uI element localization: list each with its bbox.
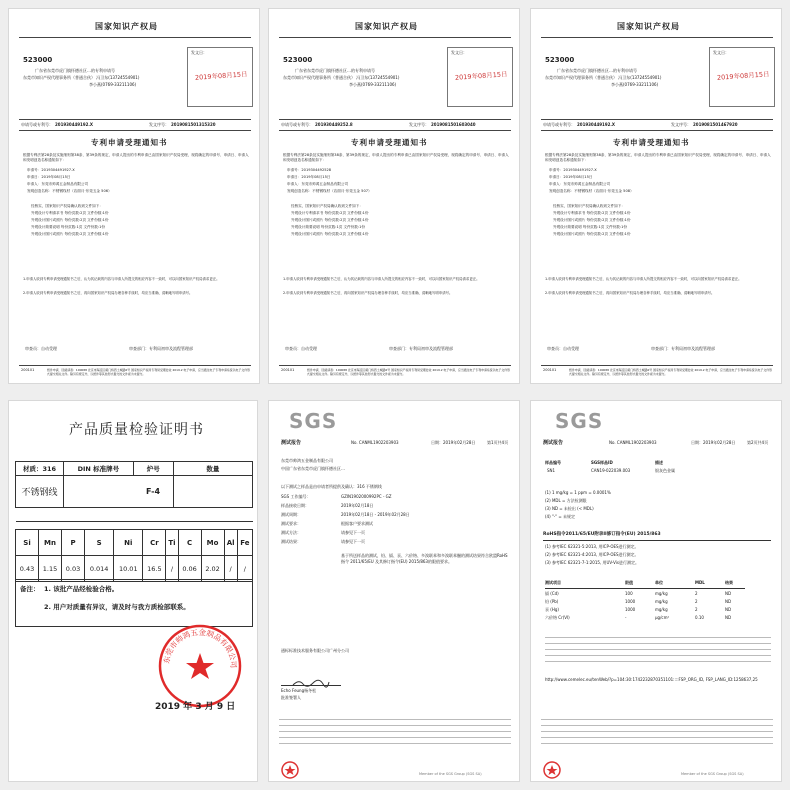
notice-line: 经核实，国家知识产权局确认收到文件如下： <box>291 204 363 208</box>
quantity-label-cell: 数量 <box>173 462 252 476</box>
patent-notice-3 <box>530 8 782 384</box>
app-no: 201930449192.X <box>577 122 616 127</box>
field-value: GZIN1902000992PC - GZ <box>341 494 392 499</box>
review-dept: 审查部门：专利局初审及流程管理部 <box>389 346 453 351</box>
sample-id-header: SGS样品ID <box>591 460 613 465</box>
footer-instructions: 纸件申请，回函请寄：100088 北京市海淀区蓟门桥西土城路6号 国家知识产权局专利局受理处收 2019.2 电子申请，应当通过电子专利申请系统以电子文件形式提交相关文件。除另有规定外，以纸件等其他形式提交的文件视为未提交。 <box>569 368 772 376</box>
notice-line: 经核实，国家知识产权局确认收到文件如下： <box>553 204 625 208</box>
standard-cell: DIN 标准牌号 <box>64 462 134 476</box>
signer-title: 批准签署人 <box>281 695 301 700</box>
result-header: 限值 <box>625 580 633 585</box>
sgs-footer: Member of the SGS Group (SGS SA) <box>681 772 744 776</box>
patent-notice-1 <box>8 8 260 384</box>
notice-line: 外观设计图片或照片 每份页数:2页 文件份数:1份 <box>291 218 369 222</box>
sample-description: 银灰色金属 <box>655 468 675 473</box>
method-item: (1) 参考IEC 62321-5:2013, 用ICP-OES进行测定。 <box>545 544 639 549</box>
company-seal <box>157 623 243 709</box>
result-cell: 0.10 <box>695 615 704 620</box>
doc-no: 2019081501603040 <box>431 122 476 127</box>
sgs-report-1 <box>268 400 520 782</box>
value-mo: 2.02 <box>201 556 224 582</box>
field-value: 根据客户要求测试 <box>341 521 373 526</box>
sgs-footer: Member of the SGS Group (SGS SA) <box>419 772 482 776</box>
value-c: 0.06 <box>178 556 201 582</box>
remark-1: 1. 该批产品经检验合格。 <box>44 585 119 593</box>
fawen-label: 发文日： <box>191 50 207 55</box>
doc-no-label: 发文序号： <box>149 122 169 127</box>
app-no: 201930449252.8 <box>315 122 353 127</box>
sample-id: CAN19-022039.003 <box>591 468 631 473</box>
element-ti: Ti <box>166 530 178 556</box>
report-title: 测试报告 <box>281 440 302 446</box>
legal-footnote <box>279 719 511 755</box>
notice-line: 外观设计图片或照片 每份页数:2页 文件份数:1份 <box>31 218 109 222</box>
notice-note-2: 2.申请人收到专利申请受理通知书之后，再向国家知识产权局办理各种手续时，均应当准确、清晰地写明申请号。 <box>545 291 715 295</box>
review-dept: 审查部门：专利局初审及流程管理部 <box>129 346 193 351</box>
notice-line: 申请人：东莞市帅鸿五金制品有限公司 <box>287 182 349 186</box>
notice-title: 专利申请受理通知书 <box>613 138 690 147</box>
app-no-label: 申请号或专利号： <box>543 122 575 127</box>
footer-code: 200101 <box>21 368 35 372</box>
postcode: 523000 <box>545 56 575 64</box>
addr-line-1: 广东省东莞市虎门镇怀德社区…的专利申请号 <box>295 68 375 73</box>
certificate-title: 产品质量检验证明书 <box>69 422 204 438</box>
intro-text: 以下测试之样品是由申请者所提供及确认：316 不锈钢线 <box>281 484 382 489</box>
value-s: 0.014 <box>85 556 114 582</box>
result-cell: 汞 (Hg) <box>545 607 559 612</box>
doc-no: 2019081501467920 <box>693 122 738 127</box>
element-s: S <box>85 530 114 556</box>
app-no-label: 申请号或专利号： <box>21 122 53 127</box>
notice-line: 申请日：2019年08月15日 <box>549 175 593 179</box>
notice-line: 申请人：东莞市帅鸿五金制品有限公司 <box>549 182 611 186</box>
app-no: 201930449192.X <box>55 122 94 127</box>
note-item: (1) 1 mg/kg = 1 ppm = 0.0001% <box>545 490 611 495</box>
reviewer: 审查员：自动受理 <box>547 346 579 351</box>
fawen-label: 发文日： <box>451 50 467 55</box>
result-cell: 2 <box>695 599 698 604</box>
element-mo: Mo <box>201 530 224 556</box>
notice-note-2: 2.申请人收到专利申请受理通知书之后，再向国家知识产权局办理各种手续时，均应当准确、清晰地写明申请号。 <box>23 291 193 295</box>
field-value: 2019年02月18日 - 2019年02月28日 <box>341 512 410 517</box>
note-item: (3) ND = 未检出 (< MDL) <box>545 506 594 511</box>
report-title: 测试报告 <box>543 440 564 446</box>
addr-line-1: 广东省东莞市虎门镇怀德社区…的专利申请号 <box>557 68 637 73</box>
result-cell: 镉 (Cd) <box>545 591 559 596</box>
office-header: 国家知识产权局 <box>617 22 680 31</box>
client-address: 中国广东省东莞市虎门镇怀德社区… <box>281 466 345 471</box>
notice-intro: 根据专利法第28条及实施细则第38条、第39条的规定，申请人提出的专利申请已由国家知识产权局受理，现将确定的申请号、申请日、申请人和发明创造名称通知如下： <box>545 153 771 163</box>
report-date: 日期：2019年02月28日 <box>431 440 476 445</box>
issue-date-stamp: 2019年08月15日 <box>194 70 248 82</box>
notice-line: 外观设计简要说明 每份页数:1页 文件份数:1份 <box>31 225 105 229</box>
sgs-seal <box>281 761 299 779</box>
footer-instructions: 纸件申请，回函请寄：100088 北京市海淀区蓟门桥西土城路6号 国家知识产权局专利局受理处收 2019.2 电子申请，应当通过电子专利申请系统以电子文件形式提交相关文件。除另有规定外，以纸件等其他形式提交的文件视为未提交。 <box>307 368 510 376</box>
notice-title: 专利申请受理通知书 <box>351 138 428 147</box>
svg-text:东莞市帅鸿五金制品有限公司: 东莞市帅鸿五金制品有限公司 <box>161 627 239 669</box>
footer-code: 200101 <box>543 368 557 372</box>
value-mn: 1.15 <box>39 556 62 582</box>
field-key: 测试周期： <box>281 512 301 517</box>
doc-no: 2019081501315320 <box>171 122 216 127</box>
signed-for: 通标标准技术服务有限公司广州分公司 <box>281 648 349 653</box>
report-page: 第2页共4页 <box>747 440 769 445</box>
addr-line-2: 东莞市知识产权代理事务所（普通合伙） 冯卫东(13724554901) <box>545 75 662 80</box>
note-item: (2) MDL = 方法检测限 <box>545 498 587 503</box>
result-cell: ND <box>725 599 732 604</box>
value-si: 0.43 <box>16 556 39 582</box>
addr-line-3: 李小燕(0769-33211106) <box>349 82 397 87</box>
result-header: 结果 <box>725 580 733 585</box>
report-no: No. CANML1902203903 <box>609 440 657 445</box>
element-si: Si <box>16 530 39 556</box>
notice-line: 申请日：2019年08月15日 <box>27 175 71 179</box>
field-value: 请参见下一页 <box>341 539 365 544</box>
element-al: Al <box>224 530 237 556</box>
footer-code: 200101 <box>281 368 295 372</box>
notice-line: 外观设计简要说明 每份页数:1页 文件份数:1份 <box>553 225 627 229</box>
field-key: SGS 工作编号： <box>281 494 311 499</box>
heat-label-cell: 炉号 <box>133 462 173 476</box>
field-key: 测试方法： <box>281 530 301 535</box>
review-dept: 审查部门：专利局初审及流程管理部 <box>651 346 715 351</box>
remarks-box <box>15 579 253 627</box>
result-cell: ND <box>725 591 732 596</box>
reviewer: 审查员：自动受理 <box>285 346 317 351</box>
element-cr: Cr <box>143 530 166 556</box>
material-cell: 材质：316 <box>16 462 64 476</box>
notice-line: 发明创造名称：不锈钢线材（店面月·东莞五金 508） <box>549 189 634 193</box>
sgs-seal <box>543 761 561 779</box>
result-cell: 1000 <box>625 607 636 612</box>
signer-name: Echo Feung杨冬松 <box>281 688 317 693</box>
result-cell: ND <box>725 607 732 612</box>
postcode: 523000 <box>23 56 53 64</box>
addr-line-3: 李小燕(0769-33211106) <box>611 82 659 87</box>
field-key: 测试结果： <box>281 539 301 544</box>
reference-link[interactable]: http://www.cemelec.eu/tenWeb/?p=104:30:1742232870351101::::FSP_ORG_ID, FSP_LANG_ID:1258637,25 <box>545 677 758 682</box>
field-value: 2019年02月18日 <box>341 503 374 508</box>
result-cell: mg/kg <box>655 599 668 604</box>
doc-no-label: 发文序号： <box>671 122 691 127</box>
value-al: / <box>224 556 237 582</box>
postcode: 523000 <box>283 56 313 64</box>
result-header: 测试项目 <box>545 580 561 585</box>
client-name: 东莞市帅鸿五金制品有限公司 <box>281 458 333 463</box>
spec-header-table <box>15 461 253 522</box>
notice-line: 发明创造名称：不锈钢线材（店面月·东莞五金 506） <box>27 189 112 193</box>
product-cell: 不锈钢线 <box>16 476 64 508</box>
element-p: P <box>62 530 85 556</box>
field-key: 测试要求： <box>281 521 301 526</box>
patent-notice-2 <box>268 8 520 384</box>
quality-certificate <box>8 400 258 782</box>
notice-line: 申请人：东莞市帅鸿五金制品有限公司 <box>27 182 89 186</box>
notice-line: 申请号：2019304492528 <box>287 168 332 172</box>
notice-title: 专利申请受理通知书 <box>91 138 168 147</box>
doc-no-label: 发文序号： <box>409 122 429 127</box>
result-cell: 铅 (Pb) <box>545 599 559 604</box>
result-cell: 1000 <box>625 599 636 604</box>
sgs-logo: SGS <box>289 409 338 433</box>
notice-line: 申请号：2019304491927.X <box>27 168 75 172</box>
field-key: 样品接收日期： <box>281 503 309 508</box>
note-item: (4) "-" = 未规定 <box>545 514 575 519</box>
report-date: 日期：2019年02月28日 <box>691 440 736 445</box>
notice-line: 外观设计图片或照片 每份页数:2页 文件份数:1份 <box>553 218 631 222</box>
notice-line: 外观设计图片或照片 每份页数:2页 文件份数:1份 <box>553 232 631 236</box>
notice-line: 申请号：2019304491927.X <box>549 168 597 172</box>
notice-note-1: 1.申请人收到专利申请受理通知书之后，认为其记载的内容与申请人所提交的相应内容不一致时，可以向国家知识产权局请求更正。 <box>23 277 220 281</box>
sgs-logo: SGS <box>555 409 604 433</box>
legal-footnote <box>541 719 773 755</box>
rohs-section-title: RoHS指令2011/65/EU附录II修订指令(EU) 2015/863 <box>543 532 661 537</box>
notice-line: 申请日：2019年08月15日 <box>287 175 331 179</box>
reviewer: 审查员：自动受理 <box>25 346 57 351</box>
value-ni: 10.01 <box>114 556 143 582</box>
addr-line-2: 东莞市知识产权代理事务所（普通合伙） 冯卫东(13724554901) <box>23 75 140 80</box>
sgs-report-2 <box>530 400 782 782</box>
notice-line: 外观设计简要说明 每份页数:1页 文件份数:1份 <box>291 225 365 229</box>
addr-line-3: 李小燕(0769-33211106) <box>89 82 137 87</box>
results-notes <box>545 637 771 673</box>
result-header: 单位 <box>655 580 663 585</box>
sample-no-header: 样品编号 <box>545 460 561 465</box>
result-cell: mg/kg <box>655 591 668 596</box>
value-p: 0.03 <box>62 556 85 582</box>
result-cell: μg/cm² <box>655 615 670 620</box>
composition-table <box>15 529 253 582</box>
element-fe: Fe <box>237 530 252 556</box>
result-cell: - <box>625 615 627 620</box>
result-cell: 六价铬 Cr(VI) <box>545 615 570 620</box>
notice-line: 外观设计图片或照片 每份页数:2页 文件份数:1份 <box>31 232 109 236</box>
value-cr: 16.5 <box>143 556 166 582</box>
signature-image <box>291 673 331 683</box>
notice-line: 经核实，国家知识产权局确认收到文件如下： <box>31 204 103 208</box>
notice-note-1: 1.申请人收到专利申请受理通知书之后，认为其记载的内容与申请人所提交的相应内容不一致时，可以向国家知识产权局请求更正。 <box>283 277 480 281</box>
remark-2: 2. 用户对质量有异议，请及时与我方质检部联系。 <box>44 603 190 611</box>
report-no: No. CANML1902203903 <box>351 440 399 445</box>
report-page: 第1页共4页 <box>487 440 509 445</box>
certificate-date: 2019 年 3 月 9 日 <box>155 702 236 712</box>
summary-text: 基于所送样品的测试，铅、镉、汞、六价铬、多溴联苯和多溴联苯醚的测试结果符合欧盟RoHS指令 2011/65/EU 及其修订指令(EU) 2015/863的限值要求。 <box>341 553 508 564</box>
field-value: 请参见下一页 <box>341 530 365 535</box>
heat-no-cell: F-4 <box>133 476 173 508</box>
result-cell: 2 <box>695 607 698 612</box>
notice-line: 外观设计图片或照片 每份页数:2页 文件份数:1份 <box>291 232 369 236</box>
notice-intro: 根据专利法第28条及实施细则第38条、第39条的规定，申请人提出的专利申请已由国家知识产权局受理，现将确定的申请号、申请日、申请人和发明创造名称通知如下： <box>283 153 509 163</box>
addr-line-1: 广东省东莞市虎门镇怀德社区…的专利申请号 <box>35 68 115 73</box>
addr-line-2: 东莞市知识产权代理事务所（普通合伙） 冯卫东(13724554901) <box>283 75 400 80</box>
issue-date-stamp: 2019年08月15日 <box>454 70 508 82</box>
value-fe: / <box>237 556 252 582</box>
office-header: 国家知识产权局 <box>95 22 158 31</box>
element-ni: Ni <box>114 530 143 556</box>
result-cell: ND <box>725 615 732 620</box>
notice-line: 外观设计专利请求书 每份页数:2页 文件份数:1份 <box>553 211 631 215</box>
method-item: (2) 参考IEC 62321-4:2013, 用ICP-OES进行测定。 <box>545 552 639 557</box>
method-item: (3) 参考IEC 62321-7-1:2015, 用UV-Vis进行测定。 <box>545 560 639 565</box>
footer-instructions: 纸件申请，回函请寄：100088 北京市海淀区蓟门桥西土城路6号 国家知识产权局专利局受理处收 2019.2 电子申请，应当通过电子专利申请系统以电子文件形式提交相关文件。除另有规定外，以纸件等其他形式提交的文件视为未提交。 <box>47 368 250 376</box>
element-mn: Mn <box>39 530 62 556</box>
office-header: 国家知识产权局 <box>355 22 418 31</box>
notice-note-2: 2.申请人收到专利申请受理通知书之后，再向国家知识产权局办理各种手续时，均应当准确、清晰地写明申请号。 <box>283 291 453 295</box>
remarks-label: 备注： <box>20 585 40 593</box>
element-c: C <box>178 530 201 556</box>
result-cell: mg/kg <box>655 607 668 612</box>
sample-no: SN1 <box>547 468 556 473</box>
notice-note-1: 1.申请人收到专利申请受理通知书之后，认为其记载的内容与申请人所提交的相应内容不一致时，可以向国家知识产权局请求更正。 <box>545 277 742 281</box>
result-cell: 2 <box>695 591 698 596</box>
app-no-label: 申请号或专利号： <box>281 122 313 127</box>
result-cell: 100 <box>625 591 633 596</box>
notice-line: 发明创造名称：不锈钢线材（店面月·东莞五金 507） <box>287 189 372 193</box>
issue-date-stamp: 2019年08月15日 <box>716 70 770 82</box>
result-header: MDL <box>695 580 705 585</box>
value-ti: / <box>166 556 178 582</box>
notice-intro: 根据专利法第28条及实施细则第38条、第39条的规定，申请人提出的专利申请已由国家知识产权局受理，现将确定的申请号、申请日、申请人和发明创造名称通知如下： <box>23 153 249 163</box>
fawen-label: 发文日： <box>713 50 729 55</box>
description-header: 描述 <box>655 460 663 465</box>
notice-line: 外观设计专利请求书 每份页数:2页 文件份数:1份 <box>291 211 369 215</box>
notice-line: 外观设计专利请求书 每份页数:2页 文件份数:1份 <box>31 211 109 215</box>
